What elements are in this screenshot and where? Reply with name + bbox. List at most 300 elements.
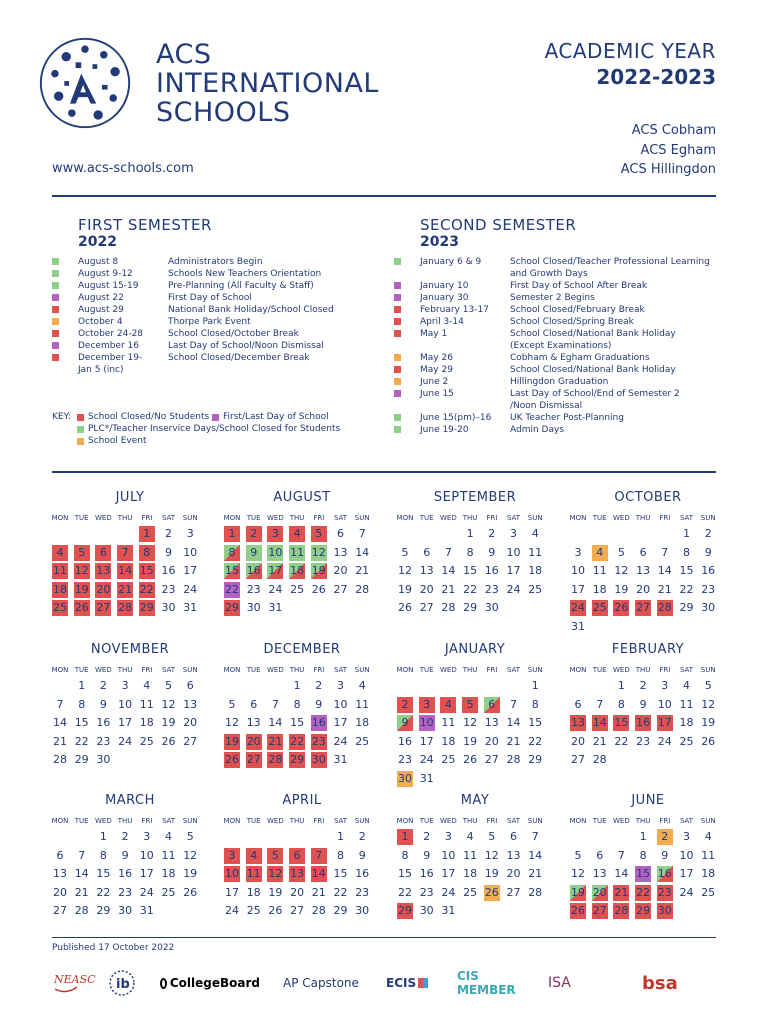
weekday-label: TUE: [592, 514, 607, 522]
plc-swatch: [77, 426, 84, 433]
calendar-day: 9: [704, 545, 712, 559]
calendar-day: 13: [53, 867, 67, 880]
calendar-day: 7: [78, 848, 86, 862]
calendar-day: 2: [488, 527, 496, 540]
calendar-day: 5: [74, 545, 90, 561]
weekday-label: WED: [267, 817, 284, 825]
calendar-day: 3: [267, 526, 283, 542]
website-link[interactable]: www.acs-schools.com: [52, 161, 194, 176]
calendar-day: 25: [463, 885, 478, 899]
calendar-day: 18: [528, 564, 543, 577]
calendar-day: 7: [661, 545, 669, 559]
calendar-day: 29: [398, 904, 412, 917]
calendar-day: 13: [333, 545, 348, 559]
weekday-label: THU: [117, 514, 133, 522]
event-date: August 15-19: [78, 281, 139, 291]
weekday-label: MON: [396, 514, 414, 522]
calendar-day: 9: [397, 715, 413, 731]
calendar-day: 12: [161, 697, 176, 711]
calendar-day: 19: [183, 867, 198, 880]
calendar-day: 8: [683, 545, 690, 559]
weekday-label: FRI: [486, 817, 498, 825]
calendar-day: 13: [484, 716, 499, 729]
weekday-label: FRI: [141, 817, 153, 825]
weekday-label: MON: [223, 817, 241, 825]
calendar-day: 28: [528, 885, 543, 899]
calendar-day: 9: [423, 848, 431, 862]
weekday-label: SUN: [700, 817, 716, 825]
first-last-swatch: [212, 414, 219, 421]
calendar-day: 27: [290, 904, 305, 917]
event-description: National Bank Holiday/School Closed: [168, 305, 334, 315]
calendar-day: 13: [246, 716, 261, 729]
calendar-day: 28: [355, 582, 370, 596]
key-item-closed: School Closed/No Students: [77, 411, 209, 423]
calendar-day: 10: [571, 564, 585, 577]
event-date: May 26: [420, 353, 453, 363]
closed-swatch: [52, 306, 59, 313]
calendar-day: 8: [617, 697, 625, 711]
calendar-day: 31: [139, 904, 154, 917]
calendar-day: 11: [528, 545, 543, 559]
calendar-day: 14: [592, 716, 607, 729]
calendar-day: 28: [53, 753, 67, 766]
weekday-label: FRI: [313, 514, 325, 522]
calendar-day: 11: [592, 564, 607, 577]
calendar-day: 23: [657, 885, 672, 899]
calendar-day: 16: [161, 564, 176, 577]
calendar-day: 3: [186, 527, 194, 540]
event-date: December 16: [78, 341, 139, 351]
calendar-day: 24: [441, 885, 456, 899]
plc-swatch: [394, 426, 401, 433]
event-description: School Closed/February Break: [510, 305, 645, 315]
acs-globe-logo-icon: [38, 36, 132, 130]
calendar-day: 29: [74, 753, 89, 766]
month-name: MAY: [460, 793, 490, 808]
calendar-day: 13: [419, 564, 434, 577]
calendar-day: 20: [246, 734, 261, 748]
calendar-day: 8: [224, 545, 240, 561]
event-date: August 22: [78, 293, 124, 303]
calendar-day: 6: [289, 848, 305, 864]
calendar-day: 18: [290, 564, 305, 577]
calendar-day: 22: [636, 885, 651, 899]
key-item-event: School Event: [77, 435, 147, 447]
calendar-day: 26: [701, 734, 716, 748]
calendar-day: 17: [571, 582, 585, 596]
event-row: [78, 280, 378, 292]
weekday-label: MON: [51, 666, 69, 674]
event-row: [78, 352, 378, 364]
key-item-plc: PLC*/Teacher Inservice Days/School Closed for Students: [77, 423, 340, 435]
calendar-day: 24: [333, 734, 348, 748]
event-description: School Closed/National Bank Holiday: [510, 329, 676, 339]
calendar-day: 23: [484, 582, 499, 596]
calendar-day: 16: [355, 867, 370, 880]
calendar-day: 22: [398, 885, 412, 899]
weekday-label: THU: [117, 666, 133, 674]
event-description: School Closed/October Break: [168, 329, 299, 339]
weekday-label: TUE: [246, 666, 261, 674]
event-description: and Growth Days: [510, 269, 588, 279]
weekday-label: WED: [440, 666, 457, 674]
calendar-day: 18: [161, 867, 176, 880]
weekday-label: SAT: [679, 817, 694, 825]
weekday-label: SAT: [506, 817, 521, 825]
calendar-day: 23: [96, 734, 111, 748]
month-name: FEBRUARY: [611, 642, 685, 657]
calendar-day: 24: [657, 734, 672, 748]
calendar-day: 23: [118, 885, 133, 899]
event-date: May 29: [420, 365, 453, 375]
calendar-day: 5: [165, 679, 172, 692]
weekday-label: SAT: [333, 817, 348, 825]
calendar-day: 25: [161, 885, 176, 899]
calendar-day: 9: [99, 697, 107, 711]
calendar-day: 1: [639, 830, 647, 843]
cis-member-logo: CIS MEMBER: [457, 969, 516, 997]
calendar-day: 11: [441, 716, 456, 729]
event-row: [420, 316, 720, 328]
calendar-day: 2: [704, 527, 712, 540]
calendar-day: 6: [56, 848, 64, 862]
calendar-day: 5: [186, 830, 194, 843]
calendar-day: 15: [290, 716, 305, 729]
weekday-label: THU: [635, 817, 651, 825]
event-description: Administrators Begin: [168, 257, 263, 267]
calendar-day: 4: [683, 679, 690, 692]
event-date: April 3-14: [420, 317, 464, 327]
event-description: Cobham & Egham Graduations: [510, 353, 650, 363]
calendar-day: 12: [398, 564, 412, 577]
weekday-label: TUE: [419, 817, 434, 825]
event-date: January 6 & 9: [420, 257, 482, 267]
calendar-day: 15: [398, 867, 412, 880]
calendar-day: 23: [636, 734, 651, 748]
calendar-day: 2: [165, 527, 172, 540]
event-row: [78, 340, 378, 352]
weekday-label: SUN: [182, 514, 198, 522]
calendar-day: 16: [398, 734, 412, 748]
calendar-day: 11: [355, 697, 370, 711]
calendar-day: 13: [290, 867, 305, 880]
calendar-day: 9: [639, 697, 647, 711]
calendar-day: 27: [419, 601, 434, 614]
weekday-label: THU: [289, 514, 305, 522]
calendar-day: 16: [96, 716, 111, 729]
calendar-day: 6: [250, 697, 258, 711]
calendar-day: 30: [484, 601, 499, 614]
calendar-day: 17: [419, 734, 434, 748]
calendar-day: 18: [679, 716, 694, 729]
month-name: MARCH: [105, 793, 155, 808]
calendar-day: 17: [183, 564, 198, 577]
weekday-label: MON: [569, 817, 587, 825]
calendar-day: 30: [398, 771, 412, 785]
calendar-day: 20: [636, 582, 651, 596]
calendar-day: 3: [510, 527, 517, 540]
calendar-day: 4: [704, 830, 712, 843]
event-description: School Closed/Spring Break: [510, 317, 634, 327]
calendar-day: 29: [636, 904, 651, 917]
weekday-label: THU: [462, 514, 478, 522]
calendar-day: 14: [441, 564, 456, 577]
calendar-day: 26: [484, 885, 499, 899]
calendar-day: 27: [636, 601, 651, 614]
calendar-day: 8: [139, 545, 155, 561]
closed-swatch: [394, 366, 401, 373]
calendar-day: 23: [161, 582, 176, 596]
calendar-day: 25: [701, 885, 716, 899]
event-date: August 9-12: [78, 269, 133, 279]
neasc-logo-icon: [52, 969, 96, 997]
calendar-day: 9: [661, 848, 669, 862]
event-row: [420, 292, 720, 304]
event-swatch: [394, 354, 401, 361]
event-date: June 2: [420, 377, 449, 387]
calendar-day: 17: [679, 867, 694, 880]
calendar-day: 8: [466, 545, 474, 559]
first-last-swatch: [52, 294, 59, 301]
first-last-swatch: [394, 390, 401, 397]
calendar-day: 22: [333, 885, 348, 899]
calendar-day: 31: [441, 904, 456, 917]
calendar-day: 8: [401, 848, 409, 862]
weekday-label: TUE: [592, 666, 607, 674]
month-name: APRIL: [282, 793, 322, 808]
calendar-day: 7: [56, 697, 64, 711]
event-date: February 13-17: [420, 305, 489, 315]
calendar-day: 18: [139, 716, 154, 729]
calendar-day: 27: [571, 753, 585, 766]
event-date: August 8: [78, 257, 119, 267]
calendar-day: 5: [267, 848, 283, 864]
calendar-day: 10: [268, 545, 283, 559]
calendar-day: 20: [183, 716, 198, 729]
divider: [52, 937, 716, 938]
calendar-day: 18: [463, 867, 478, 880]
event-row: [78, 256, 378, 268]
calendar-day: 8: [99, 848, 107, 862]
weekday-label: SUN: [700, 666, 716, 674]
event-description: School Closed/National Bank Holiday: [510, 365, 676, 375]
calendar-day: 17: [268, 564, 283, 577]
calendar-day: 27: [333, 582, 348, 596]
weekday-label: WED: [267, 514, 284, 522]
calendar-day: 15: [636, 867, 651, 880]
bsa-logo: bsa: [642, 972, 678, 994]
calendar-day: 1: [531, 679, 539, 692]
calendar-day: 12: [484, 848, 499, 862]
calendar-day: 16: [484, 564, 499, 577]
event-row: [78, 268, 378, 280]
calendar-day: 1: [293, 679, 301, 692]
calendar-day: 27: [246, 753, 261, 766]
calendar-day: 23: [246, 582, 261, 596]
calendar-day: 18: [701, 867, 716, 880]
calendar-day: 20: [506, 867, 521, 880]
calendar-day: 21: [592, 734, 607, 748]
event-description: Hillingdon Graduation: [510, 377, 609, 387]
event-date: December 19-: [78, 353, 143, 363]
calendar-day: 24: [571, 601, 585, 614]
event-date: [420, 400, 510, 412]
calendar-day: 10: [333, 697, 348, 711]
academic-year-heading: [545, 38, 716, 90]
calendar-day: 3: [143, 830, 151, 843]
calendar-day: 22: [614, 734, 629, 748]
weekday-label: SAT: [161, 666, 176, 674]
calendar-day: 11: [463, 848, 478, 862]
calendar-day: 25: [290, 582, 305, 596]
calendar-day: 4: [466, 830, 474, 843]
calendar-day: 30: [96, 753, 111, 766]
weekday-label: SUN: [527, 514, 543, 522]
calendar-day: 9: [246, 545, 262, 561]
calendar-day: 22: [463, 582, 478, 596]
calendar-day: 14: [74, 867, 89, 880]
event-description: Last Day of School/End of Semester 2: [510, 389, 680, 399]
calendar-day: 9: [165, 545, 172, 559]
calendar-day: 3: [337, 679, 344, 692]
month-name: JANUARY: [444, 642, 506, 657]
campus-name: ACS Hillingdon: [620, 162, 716, 177]
calendar-day: 16: [701, 564, 716, 577]
month-name: SEPTEMBER: [433, 490, 517, 505]
calendar-day: 1: [397, 829, 413, 845]
weekday-label: SAT: [679, 666, 694, 674]
weekday-label: TUE: [419, 514, 434, 522]
calendar-day: 27: [96, 601, 111, 614]
calendar-day: 19: [311, 564, 326, 577]
calendar-day: 5: [462, 697, 478, 713]
second-semester-title: SECOND SEMESTER: [420, 216, 577, 234]
weekday-label: SAT: [333, 666, 348, 674]
calendar-day: 29: [679, 601, 694, 614]
calendar-day: 16: [311, 716, 326, 729]
calendar-day: 23: [311, 734, 326, 748]
calendar-day: 25: [679, 734, 694, 748]
event-date: June 15(pm)–16: [420, 413, 492, 423]
calendar-day: 14: [614, 867, 629, 880]
event-row: [420, 364, 720, 376]
calendar-day: 29: [528, 753, 543, 766]
calendar-day: 18: [246, 885, 261, 899]
weekday-label: MON: [396, 666, 414, 674]
calendar-day: 1: [99, 830, 107, 843]
weekday-label: THU: [462, 817, 478, 825]
calendar-day: 2: [657, 829, 673, 845]
calendar-day: 22: [290, 734, 305, 748]
calendar-day: 13: [592, 867, 607, 880]
calendar-day: 9: [488, 545, 496, 559]
weekday-label: FRI: [141, 666, 153, 674]
calendar-day: 21: [506, 734, 521, 748]
weekday-label: WED: [95, 666, 112, 674]
calendar-day: 19: [701, 716, 716, 729]
event-swatch: [52, 318, 59, 325]
calendar-day: 21: [268, 734, 283, 748]
calendar-day: 1: [466, 527, 474, 540]
calendar-day: 6: [95, 545, 111, 561]
calendar-day: 17: [657, 716, 672, 729]
calendar-day: 17: [139, 867, 154, 880]
calendar-day: 25: [139, 734, 154, 748]
calendar-day: 28: [74, 904, 89, 917]
calendar-day: 14: [311, 867, 326, 880]
calendar-day: 21: [614, 885, 629, 899]
calendar-day: 21: [441, 582, 456, 596]
calendar-day: 28: [592, 753, 607, 766]
calendar-day: 31: [333, 753, 348, 766]
calendar-day: 22: [679, 582, 694, 596]
calendar-day: 23: [398, 753, 412, 766]
first-semester-events: [78, 256, 378, 376]
calendar-day: 10: [118, 697, 133, 711]
calendar-day: 17: [506, 564, 521, 577]
calendar-day: 2: [315, 679, 323, 692]
calendar-day: 1: [78, 679, 86, 692]
ecis-squares-icon: [418, 978, 428, 988]
calendar-day: 10: [419, 716, 434, 729]
calendar-day: 24: [679, 885, 694, 899]
weekday-label: SAT: [161, 514, 176, 522]
weekday-label: TUE: [74, 666, 89, 674]
calendar-day: 7: [531, 830, 539, 843]
weekday-label: TUE: [592, 817, 607, 825]
weekday-label: SAT: [161, 817, 176, 825]
calendar-day: 7: [596, 697, 604, 711]
calendar-day: 31: [183, 601, 198, 614]
event-date: October 4: [78, 317, 123, 327]
academic-year-value: 2022-2023: [596, 65, 716, 89]
calendar-day: 1: [139, 526, 155, 542]
event-description: Thorpe Park Event: [168, 317, 251, 327]
isa-logo: ISA: [548, 975, 571, 991]
weekday-label: SAT: [333, 514, 348, 522]
weekday-label: TUE: [246, 514, 261, 522]
calendar-day: 24: [225, 904, 239, 917]
calendar-day: 28: [506, 753, 521, 766]
svg-text:NEASC: NEASC: [54, 973, 96, 986]
weekday-label: SUN: [354, 666, 370, 674]
weekday-label: WED: [440, 817, 457, 825]
weekday-label: MON: [51, 514, 69, 522]
weekday-label: WED: [95, 817, 112, 825]
calendar-day: 20: [53, 885, 67, 899]
calendar-day: 25: [528, 582, 543, 596]
calendar-day: 10: [506, 545, 521, 559]
calendar-day: 5: [488, 830, 496, 843]
event-date: June 19-20: [420, 425, 469, 435]
calendar-day: 6: [596, 848, 604, 862]
event-row: [78, 328, 378, 340]
apcapstone-logo: AP Capstone: [283, 976, 359, 990]
first-last-swatch: [52, 342, 59, 349]
weekday-label: FRI: [313, 817, 325, 825]
calendar-day: 2: [246, 526, 262, 542]
key-item-first-last: First/Last Day of School: [212, 411, 329, 423]
month-name: AUGUST: [273, 490, 331, 505]
key-label: KEY:: [52, 412, 71, 422]
event-description: Pre-Planning (All Faculty & Staff): [168, 281, 314, 291]
calendar-day: 3: [419, 697, 435, 713]
calendar-day: 6: [639, 545, 647, 559]
event-row: [420, 328, 720, 340]
calendar-day: 16: [657, 867, 672, 880]
weekday-label: FRI: [486, 666, 498, 674]
